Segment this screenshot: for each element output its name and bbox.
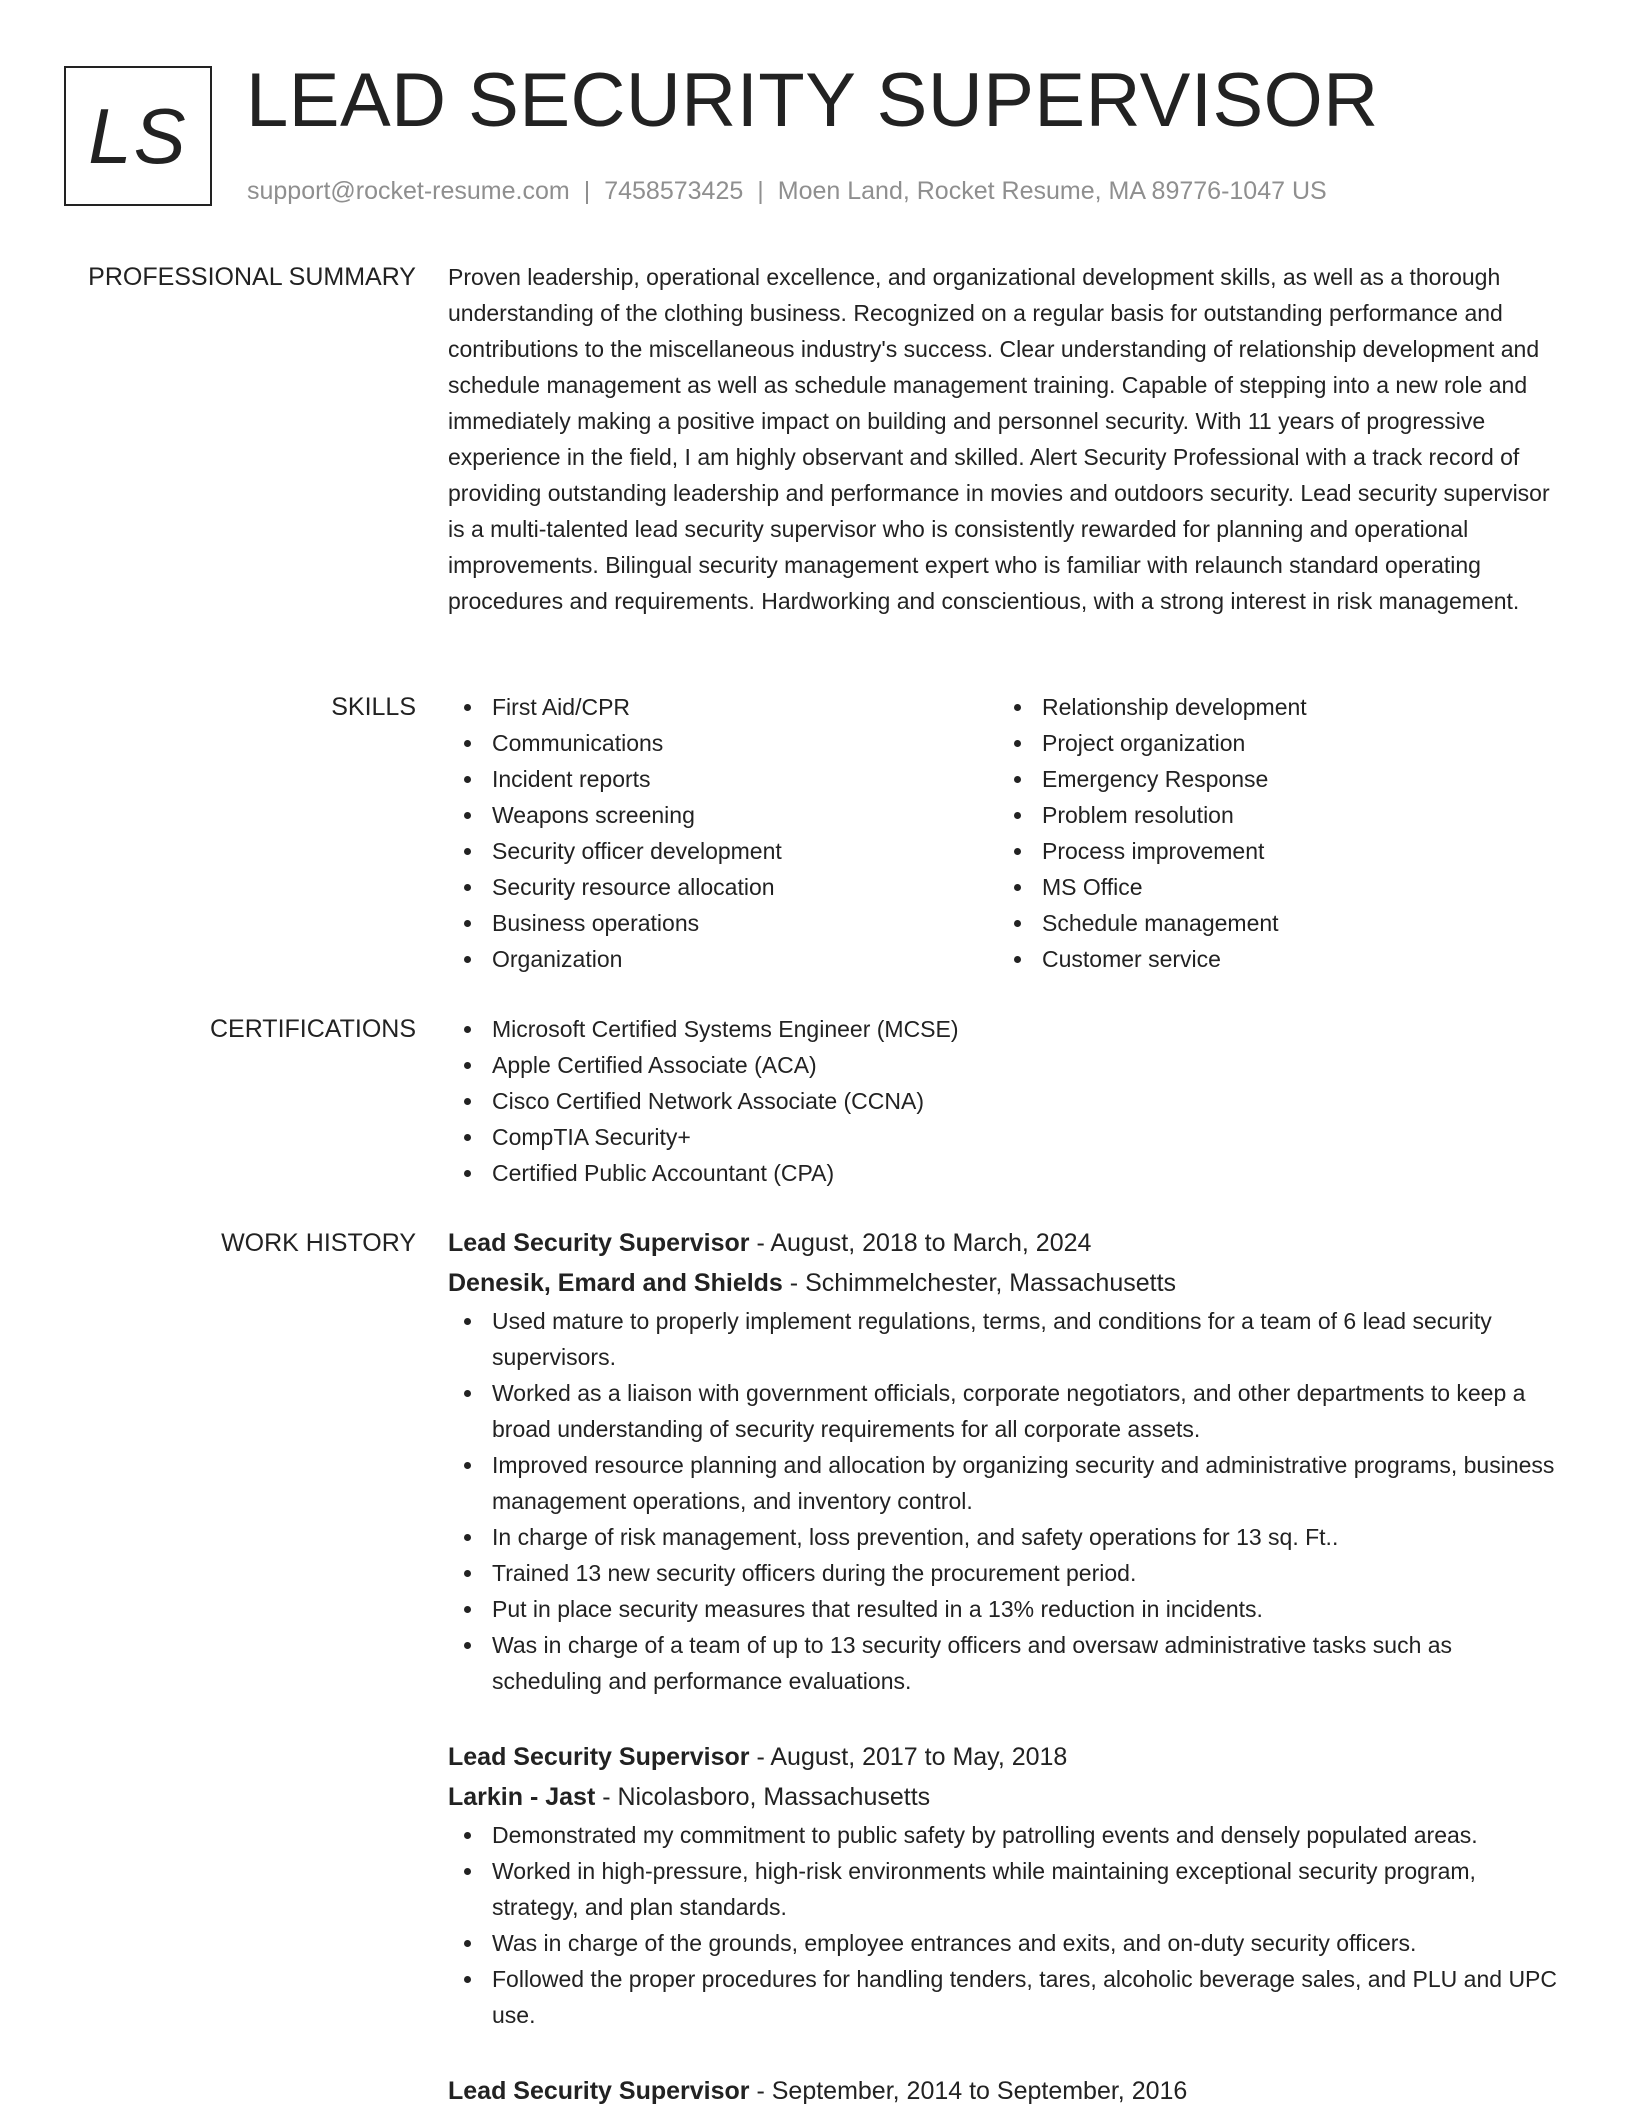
skill-item: Relationship development: [998, 689, 1548, 725]
certification-item: Microsoft Certified Systems Engineer (MCSE): [448, 1011, 1568, 1047]
work-history-body: [448, 1223, 1568, 2112]
skill-item: Emergency Response: [998, 761, 1548, 797]
skills-columns: [448, 689, 1568, 977]
job-title: Lead Security Supervisor: [448, 2077, 750, 2105]
skills-list-right: [998, 689, 1548, 977]
job-entry: [448, 1737, 1568, 2033]
contact-address: Moen Land, Rocket Resume, MA 89776-1047 US: [777, 177, 1327, 205]
skill-item: Schedule management: [998, 905, 1548, 941]
skill-item: Weapons screening: [448, 797, 998, 833]
job-title: Lead Security Supervisor: [448, 1229, 750, 1257]
summary-body: [448, 259, 1568, 619]
monogram-badge: [64, 66, 212, 206]
job-company-line: [448, 1263, 1568, 1303]
responsibility-item: Worked as a liaison with government officials, corporate negotiators, and other departments to keep a broad understanding of security requirements for all corporate assets.: [448, 1375, 1568, 1447]
job-dates: - August, 2017 to May, 2018: [756, 1743, 1068, 1771]
contact-phone[interactable]: 7458573425: [604, 177, 744, 205]
contact-line: [247, 176, 1327, 206]
job-title-line: [448, 1223, 1568, 1263]
certification-item: CompTIA Security+: [448, 1119, 1568, 1155]
skill-item: Communications: [448, 725, 998, 761]
job-title: Lead Security Supervisor: [448, 1743, 750, 1771]
responsibility-item: Was in charge of the grounds, employee entrances and exits, and on-duty security officers.: [448, 1925, 1568, 1961]
skill-item: MS Office: [998, 869, 1548, 905]
job-dates: - August, 2018 to March, 2024: [756, 1229, 1092, 1257]
certification-item: Apple Certified Associate (ACA): [448, 1047, 1568, 1083]
monogram-initials: LS: [88, 91, 188, 180]
resume-title: LEAD SECURITY SUPERVISOR: [246, 58, 1379, 143]
job-entry: [448, 2071, 1568, 2111]
job-company: Denesik, Emard and Shields: [448, 1269, 783, 1297]
job-dates: - September, 2014 to September, 2016: [756, 2077, 1188, 2105]
responsibility-item: Demonstrated my commitment to public safety by patrolling events and densely populated areas.: [448, 1817, 1568, 1853]
responsibility-item: Was in charge of a team of up to 13 security officers and oversaw administrative tasks such as scheduling and performance evaluations.: [448, 1627, 1568, 1699]
skill-item: Problem resolution: [998, 797, 1548, 833]
contact-email[interactable]: support@rocket-resume.com: [247, 177, 570, 205]
summary-text: Proven leadership, operational excellence, and organizational development skills, as well as a thorough understanding of the clothing business. Recognized on a regular basis for outstanding performance and contributions to the miscellaneous industry's success. Clear understanding of relationship development and schedule management as well as schedule management training. Capable of stepping into a new role and immediately making a positive impact on building and personnel security. With 11 years of progressive experience in the field, I am highly observant and skilled. Alert Security Professional with a track record of providing outstanding leadership and performance in movies and outdoors security. Lead security supervisor is a multi-talented lead security supervisor who is consistently rewarded for planning and operational improvements. Bilingual security management expert who is familiar with relaunch standard operating procedures and requirements. Hardworking and conscientious, with a strong interest in risk management.: [448, 264, 1550, 614]
work-history-heading: WORK HISTORY: [221, 1229, 416, 1257]
skill-item: Customer service: [998, 941, 1548, 977]
job-responsibilities: [448, 1817, 1568, 2033]
skill-item: Security resource allocation: [448, 869, 998, 905]
responsibility-item: Worked in high-pressure, high-risk environments while maintaining exceptional security program, strategy, and plan standards.: [448, 1853, 1568, 1925]
skill-item: Project organization: [998, 725, 1548, 761]
summary-heading: PROFESSIONAL SUMMARY: [88, 263, 416, 291]
responsibility-item: Put in place security measures that resulted in a 13% reduction in incidents.: [448, 1591, 1568, 1627]
job-location: - Schimmelchester, Massachusetts: [789, 1269, 1177, 1297]
skills-heading: SKILLS: [331, 693, 416, 721]
skill-item: Incident reports: [448, 761, 998, 797]
certification-item: Certified Public Accountant (CPA): [448, 1155, 1568, 1191]
job-location: - Nicolasboro, Massachusetts: [602, 1783, 931, 1811]
job-company: Larkin - Jast: [448, 1783, 596, 1811]
certification-item: Cisco Certified Network Associate (CCNA): [448, 1083, 1568, 1119]
responsibility-item: Improved resource planning and allocation by organizing security and administrative programs, business management operations, and inventory control.: [448, 1447, 1568, 1519]
job-company-line: [448, 1777, 1568, 1817]
contact-separator: |: [583, 177, 591, 205]
certifications-heading: CERTIFICATIONS: [209, 1015, 416, 1043]
responsibility-item: In charge of risk management, loss prevention, and safety operations for 13 sq. Ft..: [448, 1519, 1568, 1555]
responsibility-item: Used mature to properly implement regulations, terms, and conditions for a team of 6 lead security supervisors.: [448, 1303, 1568, 1375]
contact-separator: |: [757, 177, 764, 205]
job-title-line: [448, 2071, 1568, 2111]
responsibility-item: Trained 13 new security officers during the procurement period.: [448, 1555, 1568, 1591]
certifications-body: [448, 1011, 1568, 1191]
skills-list-left: [448, 689, 998, 977]
job-responsibilities: [448, 1303, 1568, 1699]
skills-body: [448, 689, 1568, 977]
skill-item: First Aid/CPR: [448, 689, 998, 725]
skill-item: Process improvement: [998, 833, 1548, 869]
responsibility-item: Followed the proper procedures for handling tenders, tares, alcoholic beverage sales, and PLU and UPC use.: [448, 1961, 1568, 2033]
skill-item: Organization: [448, 941, 998, 977]
job-title-line: [448, 1737, 1568, 1777]
skill-item: Security officer development: [448, 833, 998, 869]
certifications-list: [448, 1011, 1568, 1191]
job-entry: [448, 1223, 1568, 1699]
skill-item: Business operations: [448, 905, 998, 941]
